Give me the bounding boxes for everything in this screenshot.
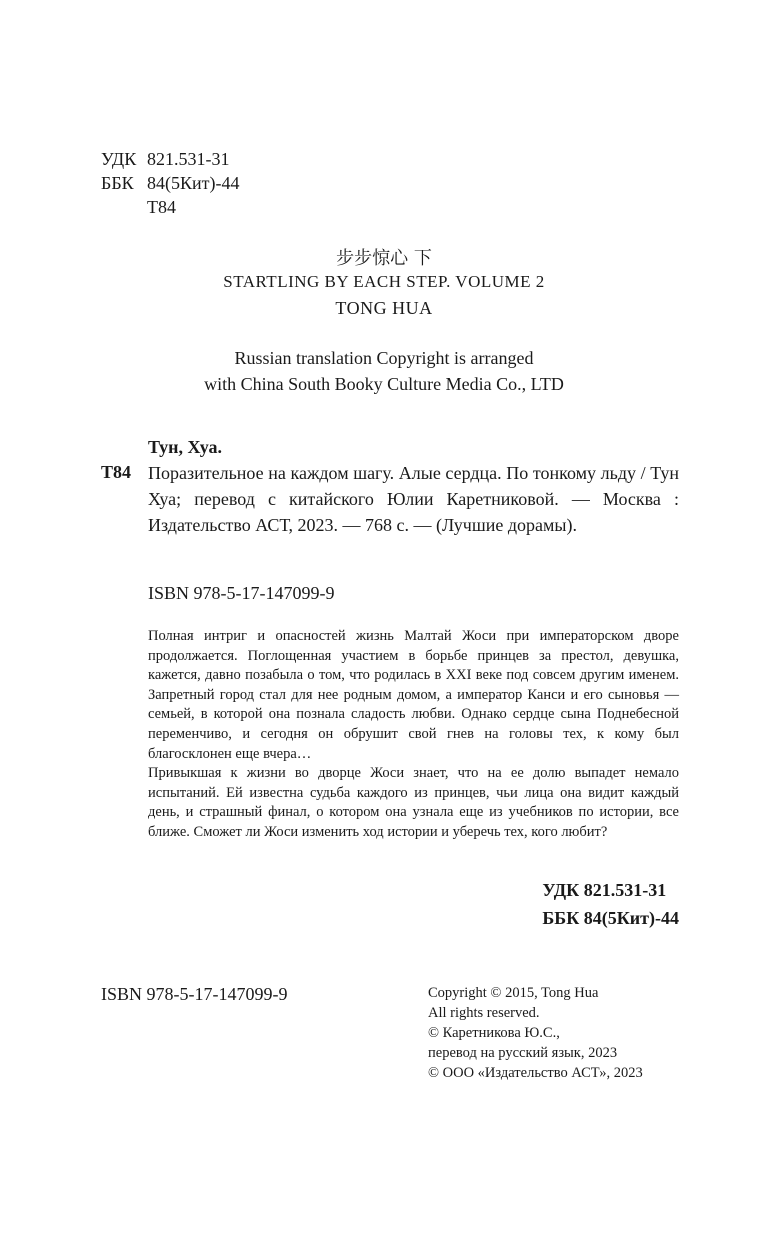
bibliographic-author-heading: Тун, Хуа.: [148, 437, 223, 457]
footer-isbn: ISBN 978-5-17-147099-9: [101, 984, 288, 1004]
annotation-paragraph-1: Полная интриг и опасностей жизнь Малтай Жоси при императорском дворе продолжается. Поглощенная участием в борьбе принцев за престол, девушка, кажется, давно позабыла о том, что родилась в XXI веке под совсем другим именем. Запретный город стал для нее родным домом, а император Канси и его сыновья — семьей, в которой она познала сладость любви. Однако сердце сына Поднебесной переменчиво, и сегодня он обрушит свой гнев на головы тех, к кому был благосклонен еще вчера…: [148, 628, 679, 762]
book-annotation: [148, 627, 679, 843]
bbk-label: ББК: [101, 173, 134, 193]
udk-value: 821.531-31: [147, 149, 230, 169]
classification-codes-top: [101, 147, 240, 219]
original-author: TONG HUA: [335, 298, 433, 318]
udk-label: УДК: [101, 149, 137, 169]
bibliographic-author-mark: Т84: [101, 462, 132, 482]
rights-line-2: with China South Booky Culture Media Co., LTD: [204, 374, 564, 394]
copyright-block: [428, 983, 643, 1083]
english-title: STARTLING BY EACH STEP. VOLUME 2: [223, 272, 545, 291]
bbk-code-bottom: ББК 84(5Кит)-44: [542, 908, 679, 928]
udk-code-bottom: УДК 821.531-31: [542, 880, 667, 900]
copyright-line: All rights reserved.: [428, 1005, 540, 1021]
author-mark-top: Т84: [147, 197, 176, 217]
annotation-paragraph-2: Привыкшая к жизни во дворце Жоси знает, что на ее долю выпадет немало испытаний. Ей известна судьба каждого из принцев, чьи лица она видит каждый день, и страшный финал, о котором она узнала еще из учебников по истории, все ближе. Сможет ли Жоси изменить ход истории и уберечь тех, кого любит?: [148, 765, 679, 840]
bbk-value: 84(5Кит)-44: [147, 173, 240, 193]
chinese-title: 步步惊心 下: [336, 248, 432, 269]
copyright-line: © ООО «Издательство АСТ», 2023: [428, 1065, 643, 1081]
rights-notice: [0, 345, 768, 397]
bibliographic-description: Поразительное на каждом шагу. Алые сердца. По тонкому льду / Тун Хуа; перевод с китайского Юлии Каретниковой. — Москва : Издательство АСТ, 2023. — 768 с. — (Лучшие дорамы).: [148, 463, 679, 535]
rights-line-1: Russian translation Copyright is arranged: [234, 348, 534, 368]
copyright-line: Copyright © 2015, Tong Hua: [428, 985, 599, 1001]
classification-codes-bottom: [542, 876, 679, 932]
copyright-line: перевод на русский язык, 2023: [428, 1045, 618, 1061]
copyright-line: © Каретникова Ю.С.,: [428, 1025, 560, 1041]
bibliographic-isbn: ISBN 978-5-17-147099-9: [148, 583, 335, 603]
